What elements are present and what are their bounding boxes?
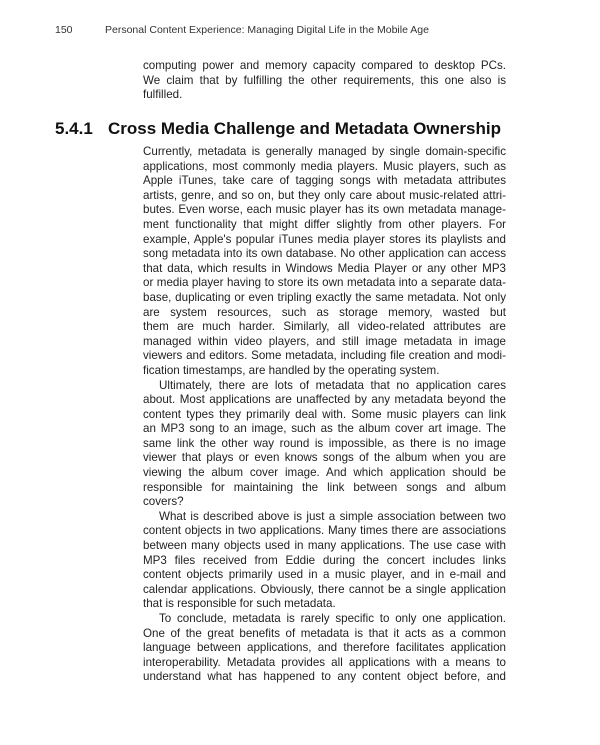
section-body: [143, 145, 506, 685]
text-line: butes. Even worse, each music player has its own metadata manage-: [143, 203, 506, 217]
text-line: that data, which results in Windows Media Player or any other MP3: [143, 261, 506, 275]
text-line: an MP3 song to an image, such as the album cover art image. The: [143, 422, 506, 436]
text-line: that is responsible for such metadata.: [143, 597, 336, 611]
paragraph: [143, 145, 506, 379]
paragraph: [143, 59, 506, 103]
section-number: 5.4.1: [55, 119, 93, 138]
text-line: Ultimately, there are lots of metadata that no application cares: [159, 378, 506, 392]
text-line: managed within video players, and still image metadata in image: [143, 334, 506, 348]
text-line: content types they primarily deal with. Some music players can link: [143, 407, 506, 421]
text-line: between many objects used in many applications. The use case with: [143, 539, 506, 553]
section-title: Cross Media Challenge and Metadata Ownership: [108, 119, 501, 138]
text-line: example, Apple's popular iTunes media player stores its playlists and: [143, 232, 506, 246]
text-line: them are much harder. Similarly, all video-related attributes are: [143, 320, 506, 334]
text-line: base, duplicating or even tripling exactly the same metadata. Not only: [143, 290, 506, 304]
page-number: 150: [55, 24, 73, 36]
text-line: computing power and memory capacity compared to desktop PCs.: [143, 59, 506, 72]
paragraph: [143, 510, 506, 612]
text-line: calendar applications. Obviously, there cannot be a single application: [143, 582, 506, 596]
text-line: fication timestamps, are handled by the operating system.: [143, 363, 440, 377]
text-line: viewers and editors. Some metadata, including file creation and modi-: [143, 349, 506, 363]
text-line: interoperability. Metadata provides all applications with a means to: [143, 655, 506, 669]
text-line: One of the great benefits of metadata is that it acts as a common: [143, 626, 506, 640]
text-line: What is described above is just a simple association between two: [159, 509, 506, 523]
paragraph: [143, 612, 506, 685]
text-line: language between applications, and therefore facilitates application: [143, 641, 506, 655]
text-line: applications, most commonly media players. Music players, such as: [143, 159, 506, 173]
text-line: fulfilled.: [143, 88, 183, 102]
text-line: artists, genre, and so on, but they only care about music-related attri-: [143, 188, 506, 202]
text-line: ment functionality that might differ slightly from other players. For: [143, 217, 506, 231]
text-line: covers?: [143, 495, 184, 509]
text-line: or media player having to store its own metadata into a separate data-: [143, 276, 506, 290]
text-line: viewing the album cover image. And which application should be: [143, 466, 506, 480]
text-line: To conclude, metadata is rarely specific to only one application.: [159, 612, 506, 625]
text-line: Apple iTunes, take care of tagging songs with metadata attributes: [143, 174, 506, 188]
text-line: viewer that plays or even knows songs of the album when you are: [143, 451, 506, 465]
text-line: same link the other way round is impossible, as there is no image: [143, 436, 506, 450]
text-line: understand what has happened to any content object before, and: [143, 670, 506, 684]
section-heading: [55, 119, 501, 139]
text-line: content objects in two applications. Many times there are associations: [143, 524, 506, 538]
intro-paragraph: [143, 59, 506, 103]
text-line: content objects primarily used in a music player, and in e-mail and: [143, 568, 506, 582]
running-header: [55, 24, 429, 36]
text-line: We claim that by fulfilling the other requirements, this one also is: [143, 73, 506, 87]
text-line: about. Most applications are unaffected by any metadata beyond the: [143, 393, 506, 407]
text-line: are system resources, such as storage memory, wasted but: [143, 305, 506, 319]
running-title: Personal Content Experience: Managing Digital Life in the Mobile Age: [105, 24, 429, 36]
text-line: MP3 files received from Eddie during the concert includes links: [143, 553, 506, 567]
text-line: Currently, metadata is generally managed by single domain-specific: [143, 145, 506, 158]
text-line: responsible for maintaining the link between songs and album: [143, 480, 506, 494]
paragraph: [143, 379, 506, 510]
text-line: song metadata into its own database. No other application can access: [143, 247, 506, 261]
